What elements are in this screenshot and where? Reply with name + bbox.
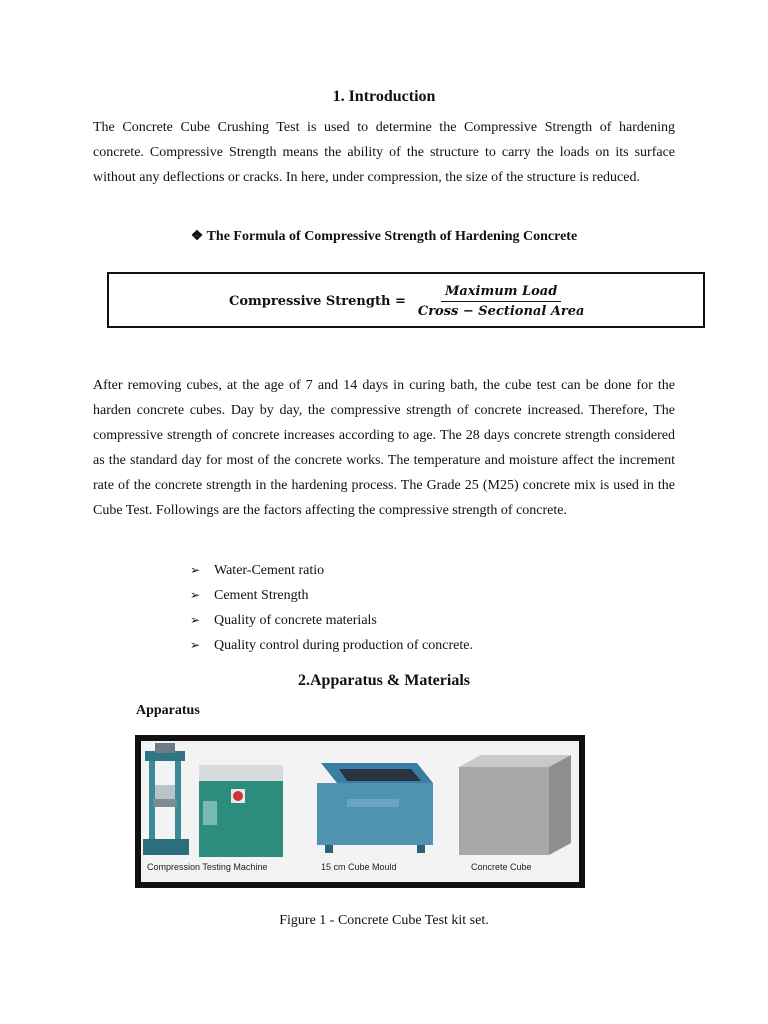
formula-denominator: Cross − Sectional Area	[417, 304, 585, 319]
apparatus-subheading: Apparatus	[136, 703, 200, 718]
list-item: ➢ Water-Cement ratio	[190, 558, 473, 583]
apparatus-image	[141, 741, 579, 882]
figure-caption: Figure 1 - Concrete Cube Test kit set.	[279, 913, 489, 928]
formula-lhs: Compressive Strength =	[229, 294, 406, 309]
factors-list	[190, 558, 473, 658]
formula-box	[107, 272, 705, 328]
label-concrete-cube: Concrete Cube	[471, 862, 532, 872]
apparatus-illustration	[141, 741, 579, 882]
list-item: ➢ Quality control during production of concrete.	[190, 633, 473, 658]
compression-machine-illustration	[143, 743, 283, 857]
apparatus-figure	[135, 735, 585, 888]
list-item: ➢ Cement Strength	[190, 583, 473, 608]
list-item: ➢ Quality of concrete materials	[190, 608, 473, 633]
arrow-bullet-icon: ➢	[190, 613, 201, 627]
formula-numerator: Maximum Load	[441, 284, 561, 302]
concrete-cube-illustration	[459, 755, 571, 855]
body-paragraph: After removing cubes, at the age of 7 and 14 days in curing bath, the cube test can be done for the harden concrete cubes. Day by day, the compressive strength of concrete increased. Therefore, The compressive strength of concrete increases according to age. The 28 days concrete strength considered as the standard day for most of the concrete works. The temperature and moisture affect the increment rate of the concrete strength in the hardening process. The Grade 25 (M25) concrete mix is used in the Cube Test. Followings are the factors affecting the compressive strength of concrete.	[93, 378, 675, 518]
arrow-bullet-icon: ➢	[190, 563, 201, 577]
cube-mould-illustration	[317, 763, 433, 853]
arrow-bullet-icon: ➢	[190, 638, 201, 652]
intro-heading: 1. Introduction	[332, 88, 436, 105]
label-compression-machine: Compression Testing Machine	[147, 862, 268, 872]
formula	[229, 284, 588, 319]
intro-paragraph: The Concrete Cube Crushing Test is used to determine the Compressive Strength of hardening concrete. Compressive Strength means the ability of the structure to carry the loads on its surface without any deflections or cracks. In here, under compression, the size of the structure is reduced.	[93, 120, 675, 185]
formula-heading: ❖ The Formula of Compressive Strength of Hardening Concrete	[190, 229, 578, 244]
label-cube-mould: 15 cm Cube Mould	[321, 862, 397, 872]
apparatus-heading: 2.Apparatus & Materials	[298, 672, 470, 689]
formula-fraction	[414, 284, 589, 319]
arrow-bullet-icon: ➢	[190, 588, 201, 602]
